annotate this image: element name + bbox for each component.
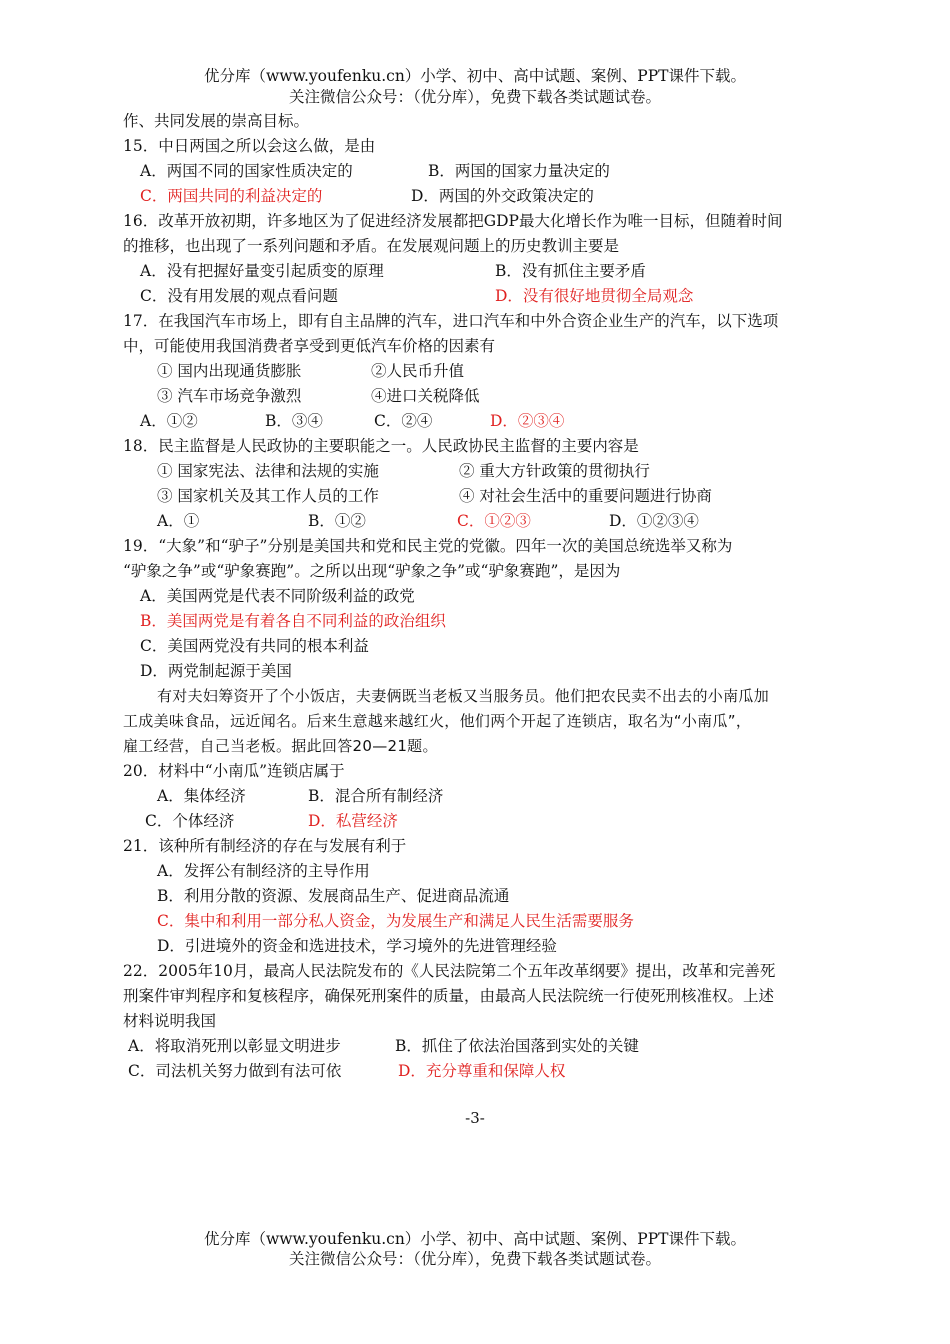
footer-line-2: 关注微信公众号：（优分库），免费下载各类试题试卷。 xyxy=(288,1250,661,1268)
q22-stem-line-1: 22．2005年10月，最高人民法院发布的《人民法院第二个五年改革纲要》提出，改革和完善死 xyxy=(123,962,776,980)
q20-option-d-answer: D．私营经济 xyxy=(308,812,398,830)
q21-option-b: B．利用分散的资源、发展商品生产、促进商品流通 xyxy=(157,887,510,905)
q20-option-b: B．混合所有制经济 xyxy=(308,787,444,805)
q17-statement-1: ① 国内出现通货膨胀 xyxy=(157,362,302,380)
q21-option-c-answer: C．集中和利用一部分私人资金，为发展生产和满足人民生活需要服务 xyxy=(157,912,634,930)
q22-option-b: B．抓住了依法治国落到实处的关键 xyxy=(395,1037,639,1055)
q18-option-b: B．①② xyxy=(308,512,366,530)
header-line-1: 优分库（www.youfenku.cn）小学、初中、高中试题、案例、PPT课件下载。 xyxy=(203,67,747,85)
q17-statement-4: ④进口关税降低 xyxy=(371,387,480,405)
q18-statement-3: ③ 国家机关及其工作人员的工作 xyxy=(157,487,379,505)
q17-statement-3: ③ 汽车市场竞争激烈 xyxy=(157,387,302,405)
material-line-3: 雇工经营，自己当老板。据此回答20—21题。 xyxy=(123,737,438,755)
q18-option-c-answer: C．①②③ xyxy=(457,512,531,530)
q18-option-d: D．①②③④ xyxy=(609,512,699,530)
q19-option-a: A．美国两党是代表不同阶级利益的政党 xyxy=(140,587,415,605)
q16-option-c: C．没有用发展的观点看问题 xyxy=(140,287,338,305)
q22-option-c: C．司法机关努力做到有法可依 xyxy=(128,1062,342,1080)
q21-option-d: D．引进境外的资金和选进技术，学习境外的先进管理经验 xyxy=(157,937,557,955)
q16-option-d-answer: D．没有很好地贯彻全局观念 xyxy=(495,287,694,305)
q17-stem-line-1: 17．在我国汽车市场上，即有自主品牌的汽车，进口汽车和中外合资企业生产的汽车，以下选项 xyxy=(123,312,779,330)
q18-statement-2: ② 重大方针政策的贯彻执行 xyxy=(459,462,650,480)
q15-option-b: B．两国的国家力量决定的 xyxy=(428,162,610,180)
material-line-2: 工成美味食品，远近闻名。后来生意越来越红火，他们两个开起了连锁店，取名为“小南瓜”， xyxy=(123,712,752,730)
q18-stem: 18．民主监督是人民政协的主要职能之一。人民政协民主监督的主要内容是 xyxy=(123,437,639,455)
q22-option-a: A．将取消死刑以彰显文明进步 xyxy=(128,1037,341,1055)
q21-option-a: A．发挥公有制经济的主导作用 xyxy=(157,862,370,880)
q17-option-b: B．③④ xyxy=(265,412,323,430)
q17-statement-2: ②人民币升值 xyxy=(371,362,465,380)
q15-option-a: A．两国不同的国家性质决定的 xyxy=(140,162,353,180)
q22-stem-line-3: 材料说明我国 xyxy=(123,1012,217,1030)
q20-stem: 20．材料中“小南瓜”连锁店属于 xyxy=(123,762,345,780)
q19-stem-line-2: “驴象之争”或“驴象赛跑”。之所以出现“驴象之争”或“驴象赛跑”，是因为 xyxy=(123,562,621,580)
q22-stem-line-2: 刑案件审判程序和复核程序，确保死刑案件的质量，由最高人民法院统一行使死刑核准权。上述 xyxy=(123,987,775,1005)
q16-option-a: A．没有把握好量变引起质变的原理 xyxy=(140,262,384,280)
q20-option-c: C．个体经济 xyxy=(145,812,235,830)
page-number: -3- xyxy=(465,1109,485,1127)
q22-option-d-answer: D．充分尊重和保障人权 xyxy=(398,1062,566,1080)
q15-option-c-answer: C．两国共同的利益决定的 xyxy=(140,187,323,205)
q19-stem-line-1: 19．“大象”和“驴子”分别是美国共和党和民主党的党徽。四年一次的美国总统选举又称为 xyxy=(123,537,733,555)
header-line-2: 关注微信公众号：（优分库），免费下载各类试题试卷。 xyxy=(288,88,661,106)
q17-option-c: C．②④ xyxy=(374,412,433,430)
q16-option-b: B．没有抓住主要矛盾 xyxy=(495,262,646,280)
q17-stem-line-2: 中，可能使用我国消费者享受到更低汽车价格的因素有 xyxy=(123,337,496,355)
q15-stem: 15．中日两国之所以会这么做，是由 xyxy=(123,137,376,155)
q15-option-d: D．两国的外交政策决定的 xyxy=(411,187,594,205)
q16-stem-line-2: 的推移，也出现了一系列问题和矛盾。在发展观问题上的历史教训主要是 xyxy=(123,237,620,255)
q19-option-d: D．两党制起源于美国 xyxy=(140,662,292,680)
q19-option-c: C．美国两党没有共同的根本利益 xyxy=(140,637,369,655)
q17-option-d-answer: D．②③④ xyxy=(490,412,565,430)
q19-option-b-answer: B．美国两党是有着各自不同利益的政治组织 xyxy=(140,612,446,630)
q18-statement-4: ④ 对社会生活中的重要问题进行协商 xyxy=(459,487,712,505)
intro-tail: 作、共同发展的崇高目标。 xyxy=(123,112,310,130)
material-line-1: 有对夫妇筹资开了个小饭店，夫妻俩既当老板又当服务员。他们把农民卖不出去的小南瓜加 xyxy=(157,687,770,705)
q16-stem-line-1: 16．改革开放初期，许多地区为了促进经济发展都把GDP最大化增长作为唯一目标，但随着时间 xyxy=(123,212,783,230)
q17-option-a: A．①② xyxy=(140,412,198,430)
q18-statement-1: ① 国家宪法、法律和法规的实施 xyxy=(157,462,379,480)
q18-option-a: A．① xyxy=(157,512,200,530)
q21-stem: 21．该种所有制经济的存在与发展有利于 xyxy=(123,837,407,855)
footer-line-1: 优分库（www.youfenku.cn）小学、初中、高中试题、案例、PPT课件下载。 xyxy=(203,1230,747,1248)
q20-option-a: A．集体经济 xyxy=(157,787,246,805)
